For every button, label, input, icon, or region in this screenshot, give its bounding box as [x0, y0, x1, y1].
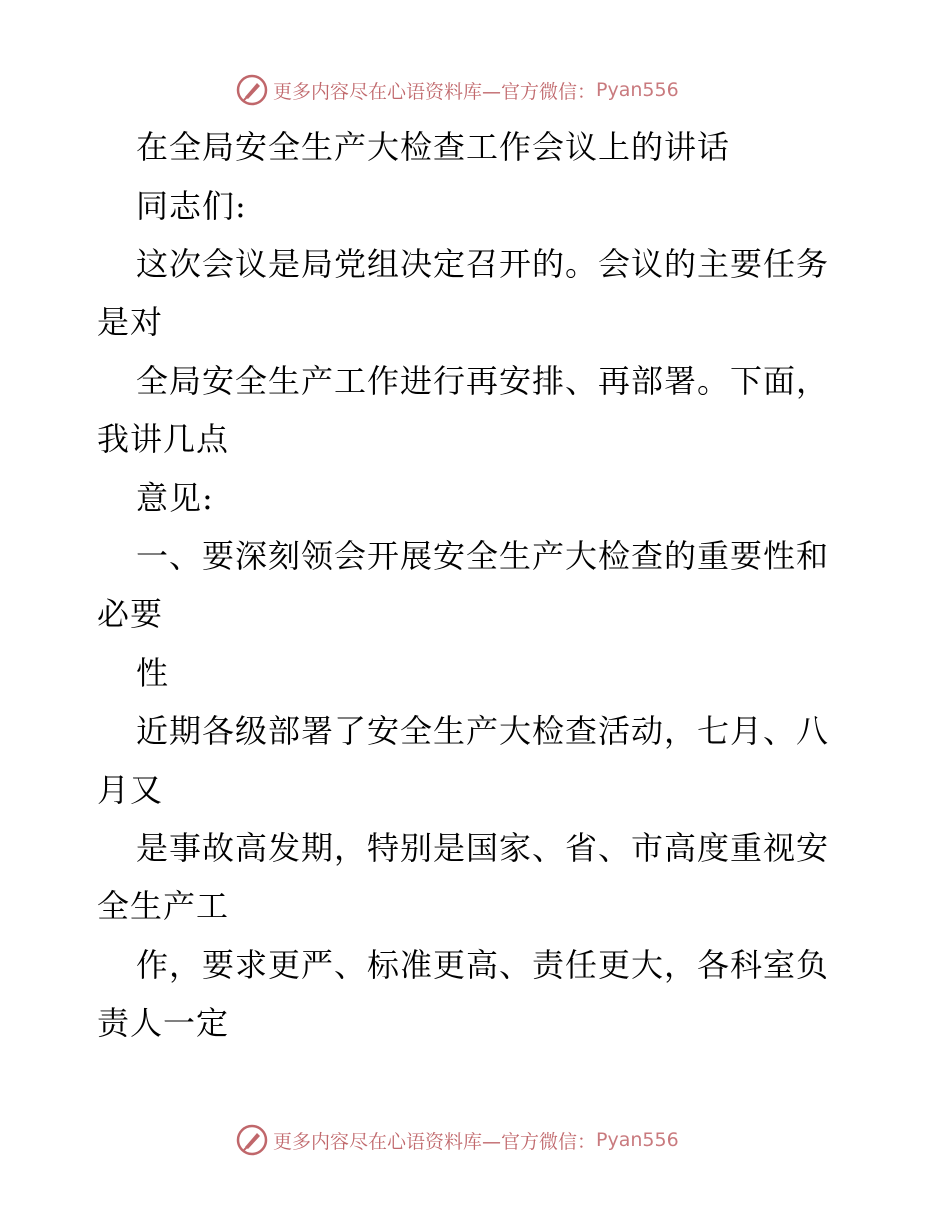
section-heading: 性 — [136, 654, 170, 692]
paragraph-line: 近期各级部署了安全生产大检查活动，七月、八 — [136, 712, 830, 750]
paragraph-line: 是对 — [97, 303, 164, 341]
paragraph-line: 我讲几点 — [97, 420, 230, 458]
pen-nib-logo-icon — [235, 1123, 269, 1157]
section-heading: 必要 — [97, 595, 164, 633]
salutation: 同志们: — [136, 187, 247, 225]
paragraph-line: 作，要求更严、标准更高、责任更大，各科室负 — [136, 946, 830, 984]
watermark-id: Pyan556 — [596, 1129, 679, 1151]
watermark-text: 更多内容尽在心语资料库—官方微信： — [273, 80, 597, 103]
watermark-id: Pyan556 — [596, 79, 679, 101]
paragraph-line: 这次会议是局党组决定召开的。会议的主要任务 — [136, 245, 830, 283]
watermark-footer — [235, 1122, 679, 1158]
paragraph-line: 月又 — [97, 771, 164, 809]
pen-nib-logo-icon — [235, 73, 269, 107]
paragraph-line: 意见: — [136, 479, 214, 517]
paragraph-line: 全生产工 — [97, 887, 230, 925]
section-heading: 一、要深刻领会开展安全生产大检查的重要性和 — [136, 537, 830, 575]
paragraph-line: 全局安全生产工作进行再安排、再部署。下面， — [136, 362, 830, 400]
watermark-text: 更多内容尽在心语资料库—官方微信： — [273, 1130, 597, 1153]
paragraph-line: 责人一定 — [97, 1004, 230, 1042]
watermark-header — [235, 72, 679, 108]
paragraph-line: 是事故高发期，特别是国家、省、市高度重视安 — [136, 829, 830, 867]
document-title: 在全局安全生产大检查工作会议上的讲话 — [136, 128, 731, 166]
